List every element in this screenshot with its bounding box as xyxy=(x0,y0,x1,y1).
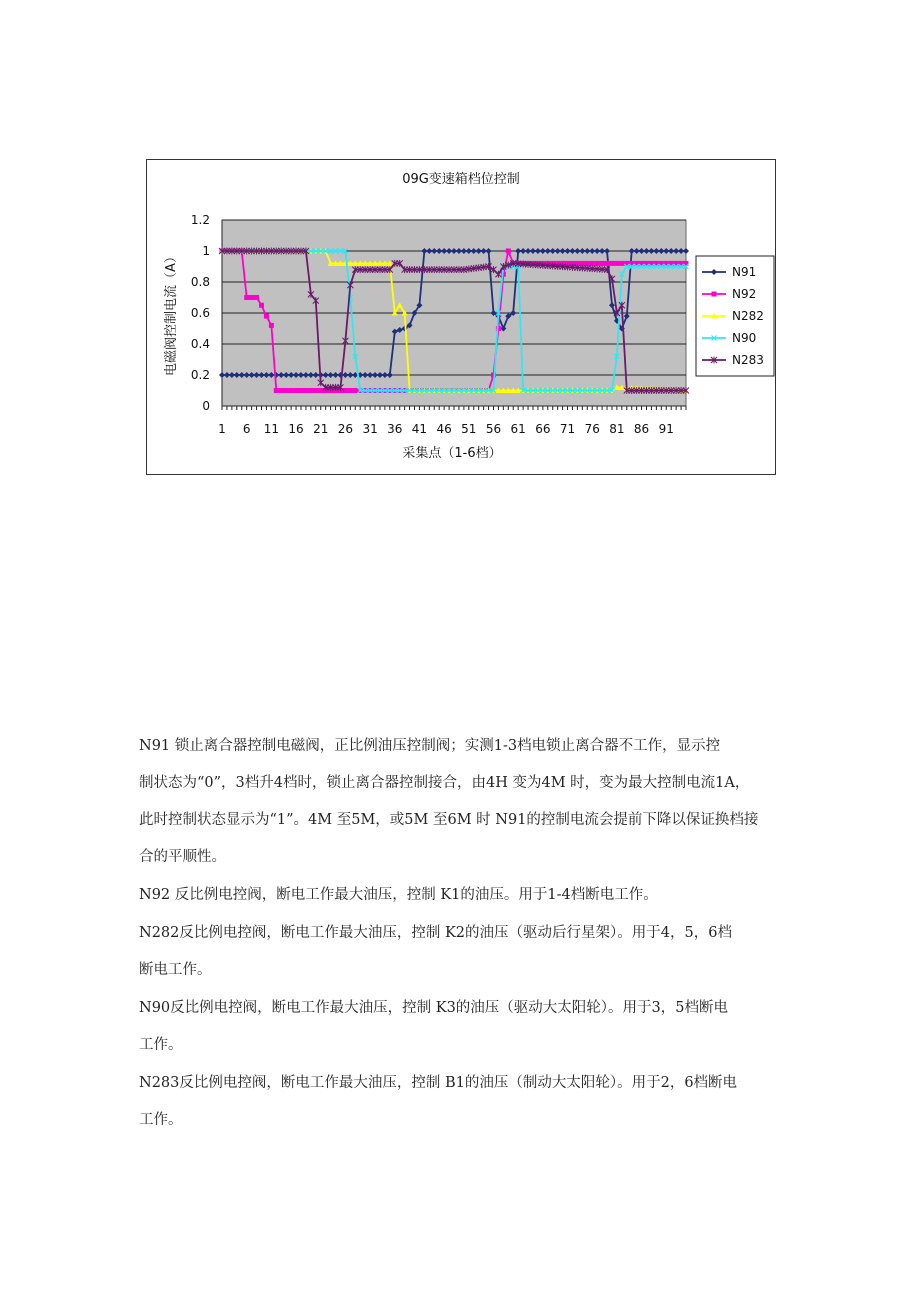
x-tick-label: 56 xyxy=(485,422,502,436)
data-point xyxy=(303,388,308,393)
data-point xyxy=(289,388,294,393)
data-point xyxy=(506,249,511,254)
data-point xyxy=(284,388,289,393)
x-tick-label: 91 xyxy=(658,422,674,436)
paragraph xyxy=(139,915,789,989)
y-tick-label: 0.4 xyxy=(190,337,210,351)
x-tick-label: 11 xyxy=(263,422,280,436)
text-line: 此时控制状态显示为“1”。4M 至5M，或5M 至6M 时 N91的控制电流会提前下降以保证换档接 xyxy=(139,812,759,828)
y-axis-label: 电磁阀控制电流（A） xyxy=(164,250,179,376)
x-tick-label: 81 xyxy=(609,422,625,436)
paragraph xyxy=(139,877,789,914)
data-point xyxy=(609,261,614,266)
data-point xyxy=(274,388,279,393)
legend-label: N91 xyxy=(732,265,757,279)
data-point xyxy=(244,295,249,300)
x-tick-label: 36 xyxy=(387,422,403,436)
legend-marker xyxy=(712,292,717,297)
x-tick-label: 41 xyxy=(411,422,428,436)
chart-title: 09G变速箱档位控制 xyxy=(402,172,520,187)
data-point xyxy=(348,388,353,393)
legend-label: N283 xyxy=(732,353,764,367)
data-point xyxy=(619,261,624,266)
data-point xyxy=(600,261,605,266)
document-body xyxy=(139,728,789,1140)
y-tick-label: 1 xyxy=(202,244,210,258)
data-point xyxy=(264,314,269,319)
legend-label: N282 xyxy=(732,309,764,323)
data-point xyxy=(343,388,348,393)
y-tick-label: 0.6 xyxy=(190,306,210,320)
y-tick-label: 0.8 xyxy=(190,275,210,289)
data-point xyxy=(313,388,318,393)
legend-label: N90 xyxy=(732,331,757,345)
y-tick-label: 1.2 xyxy=(190,213,210,227)
x-tick-label: 71 xyxy=(559,422,576,436)
data-point xyxy=(353,388,358,393)
text-line: 断电工作。 xyxy=(139,962,212,978)
x-tick-label: 51 xyxy=(461,422,477,436)
text-line: N282反比例电控阀，断电工作最大油压，控制 K2的油压（驱动后行星架）。用于4，5，6档 xyxy=(139,925,732,941)
data-point xyxy=(294,388,299,393)
paragraph xyxy=(139,1065,789,1139)
data-point xyxy=(259,303,264,308)
y-tick-label: 0 xyxy=(202,399,210,413)
text-line: N90反比例电控阀，断电工作最大油压，控制 K3的油压（驱动大太阳轮）。用于3，5档断电 xyxy=(139,1000,729,1016)
text-line: 合的平顺性。 xyxy=(139,849,226,865)
x-tick-label: 31 xyxy=(362,422,378,436)
text-line: N91 锁止离合器控制电磁阀，正比例油压控制阀；实测1-3档电锁止离合器不工作，显示控 xyxy=(139,738,721,754)
x-axis-ticks xyxy=(218,406,686,436)
x-tick-label: 46 xyxy=(436,422,452,436)
data-point xyxy=(614,261,619,266)
x-tick-label: 26 xyxy=(337,422,354,436)
data-point xyxy=(298,388,303,393)
text-line: 工作。 xyxy=(139,1037,183,1053)
data-point xyxy=(318,388,323,393)
data-point xyxy=(249,295,254,300)
x-tick-label: 76 xyxy=(584,422,600,436)
text-line: 制状态为“0”，3档升4档时，锁止离合器控制接合，由4H 变为4M 时，变为最大控制电流1A， xyxy=(139,775,750,791)
x-tick-label: 61 xyxy=(510,422,526,436)
chart-container xyxy=(146,159,776,475)
data-point xyxy=(254,295,259,300)
chart-legend xyxy=(696,256,774,376)
y-axis-ticks xyxy=(191,213,210,413)
x-tick-label: 86 xyxy=(633,422,650,436)
text-line: 工作。 xyxy=(139,1112,183,1128)
line-chart xyxy=(147,160,775,474)
data-point xyxy=(269,323,274,328)
x-tick-label: 1 xyxy=(218,422,226,436)
data-point xyxy=(279,388,284,393)
x-tick-label: 21 xyxy=(313,422,329,436)
data-point xyxy=(595,261,600,266)
x-axis-label: 采集点（1-6档） xyxy=(402,446,502,461)
data-point xyxy=(605,261,610,266)
x-tick-label: 16 xyxy=(288,422,304,436)
y-tick-label: 0.2 xyxy=(190,368,210,382)
text-line: N92 反比例电控阀，断电工作最大油压，控制 K1的油压。用于1-4档断电工作。 xyxy=(139,887,658,903)
x-tick-label: 66 xyxy=(535,422,551,436)
x-tick-label: 6 xyxy=(242,422,251,436)
paragraph xyxy=(139,728,789,876)
text-line: N283反比例电控阀，断电工作最大油压，控制 B1的油压（制动大太阳轮）。用于2，6档断电 xyxy=(139,1075,738,1091)
data-point xyxy=(308,388,313,393)
paragraph xyxy=(139,990,789,1064)
legend-label: N92 xyxy=(732,287,757,301)
